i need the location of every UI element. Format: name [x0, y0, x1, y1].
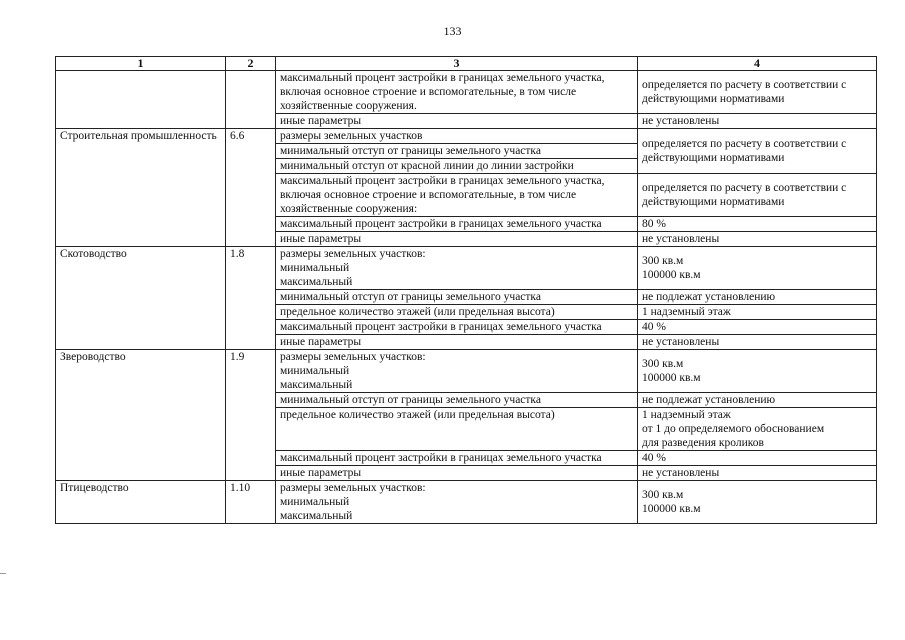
land-use-parameters-table: [55, 56, 877, 524]
value-cell: 80 %: [638, 217, 877, 232]
param-cell: минимальный отступ от красной линии до линии застройки: [276, 159, 638, 174]
param-line: максимальный: [280, 379, 353, 391]
value-line: для разведения кроликов: [642, 437, 764, 449]
param-cell: предельное количество этажей (или предельная высота): [276, 305, 638, 320]
param-cell: минимальный отступ от границы земельного участка: [276, 144, 638, 159]
header-col-2: 2: [226, 57, 276, 71]
value-cell: [638, 408, 877, 451]
value-cell: не подлежат установлению: [638, 290, 877, 305]
param-line: размеры земельных участков:: [280, 351, 426, 363]
param-cell: [276, 247, 638, 290]
header-col-1: 1: [56, 57, 226, 71]
param-line: минимальный: [280, 262, 350, 274]
param-line: размеры земельных участков:: [280, 482, 426, 494]
value-line: от 1 до определяемого обоснованием: [642, 423, 825, 435]
param-line: минимальный: [280, 365, 350, 377]
header-col-3: 3: [276, 57, 638, 71]
param-line: минимальный: [280, 496, 350, 508]
value-cell: не установлены: [638, 466, 877, 481]
value-cell: не установлены: [638, 114, 877, 129]
margin-mark: [0, 573, 6, 574]
value-cell: не установлены: [638, 232, 877, 247]
value-cell: определяется по расчету в соответствии с действующими нормативами: [638, 129, 877, 174]
value-line: 300 кв.м: [642, 255, 684, 267]
table-row: [56, 71, 877, 114]
param-cell: иные параметры: [276, 466, 638, 481]
value-line: 300 кв.м: [642, 489, 684, 501]
param-cell: максимальный процент застройки в границах земельного участка: [276, 320, 638, 335]
param-cell: [276, 481, 638, 524]
header-col-4: 4: [638, 57, 877, 71]
param-cell: максимальный процент застройки в границах земельного участка, включая основное строение и вспомогательные, в том числе хозяйственные сооружения:: [276, 174, 638, 217]
use-code-cell: 1.9: [226, 350, 276, 481]
use-name-cell: Птицеводство: [56, 481, 226, 524]
param-cell: максимальный процент застройки в границах земельного участка, включая основное строение и вспомогательные, в том числе хозяйственные сооружения.: [276, 71, 638, 114]
use-code-cell: 1.8: [226, 247, 276, 350]
param-cell: максимальный процент застройки в границах земельного участка: [276, 451, 638, 466]
use-name-cell: Строительная промышленность: [56, 129, 226, 247]
use-code-cell: 6.6: [226, 129, 276, 247]
value-cell: не подлежат установлению: [638, 393, 877, 408]
value-line: 300 кв.м: [642, 358, 684, 370]
value-cell: [638, 481, 877, 524]
value-cell: определяется по расчету в соответствии с действующими нормативами: [638, 174, 877, 217]
value-line: 100000 кв.м: [642, 269, 701, 281]
value-line: 100000 кв.м: [642, 372, 701, 384]
param-line: максимальный: [280, 276, 353, 288]
value-cell: [638, 247, 877, 290]
table-row: [56, 350, 877, 393]
param-cell: иные параметры: [276, 232, 638, 247]
param-cell: предельное количество этажей (или предельная высота): [276, 408, 638, 451]
param-line: максимальный: [280, 510, 353, 522]
table-row: [56, 481, 877, 524]
header-row: [56, 57, 877, 71]
use-name-cell: Звероводство: [56, 350, 226, 481]
param-cell: минимальный отступ от границы земельного участка: [276, 393, 638, 408]
use-name-cell: [56, 71, 226, 129]
table-row: [56, 247, 877, 290]
param-cell: минимальный отступ от границы земельного участка: [276, 290, 638, 305]
page-number: 133: [443, 24, 462, 38]
value-cell: 40 %: [638, 451, 877, 466]
use-name-cell: Скотоводство: [56, 247, 226, 350]
use-code-cell: 1.10: [226, 481, 276, 524]
param-cell: размеры земельных участков: [276, 129, 638, 144]
param-cell: иные параметры: [276, 335, 638, 350]
param-cell: иные параметры: [276, 114, 638, 129]
param-cell: максимальный процент застройки в границах земельного участка: [276, 217, 638, 232]
value-line: 1 надземный этаж: [642, 409, 731, 421]
value-cell: определяется по расчету в соответствии с действующими нормативами: [638, 71, 877, 114]
value-cell: [638, 350, 877, 393]
table-row: [56, 129, 877, 144]
param-cell: [276, 350, 638, 393]
value-cell: не установлены: [638, 335, 877, 350]
value-cell: 40 %: [638, 320, 877, 335]
value-cell: 1 надземный этаж: [638, 305, 877, 320]
use-code-cell: [226, 71, 276, 129]
value-line: 100000 кв.м: [642, 503, 701, 515]
param-line: размеры земельных участков:: [280, 248, 426, 260]
